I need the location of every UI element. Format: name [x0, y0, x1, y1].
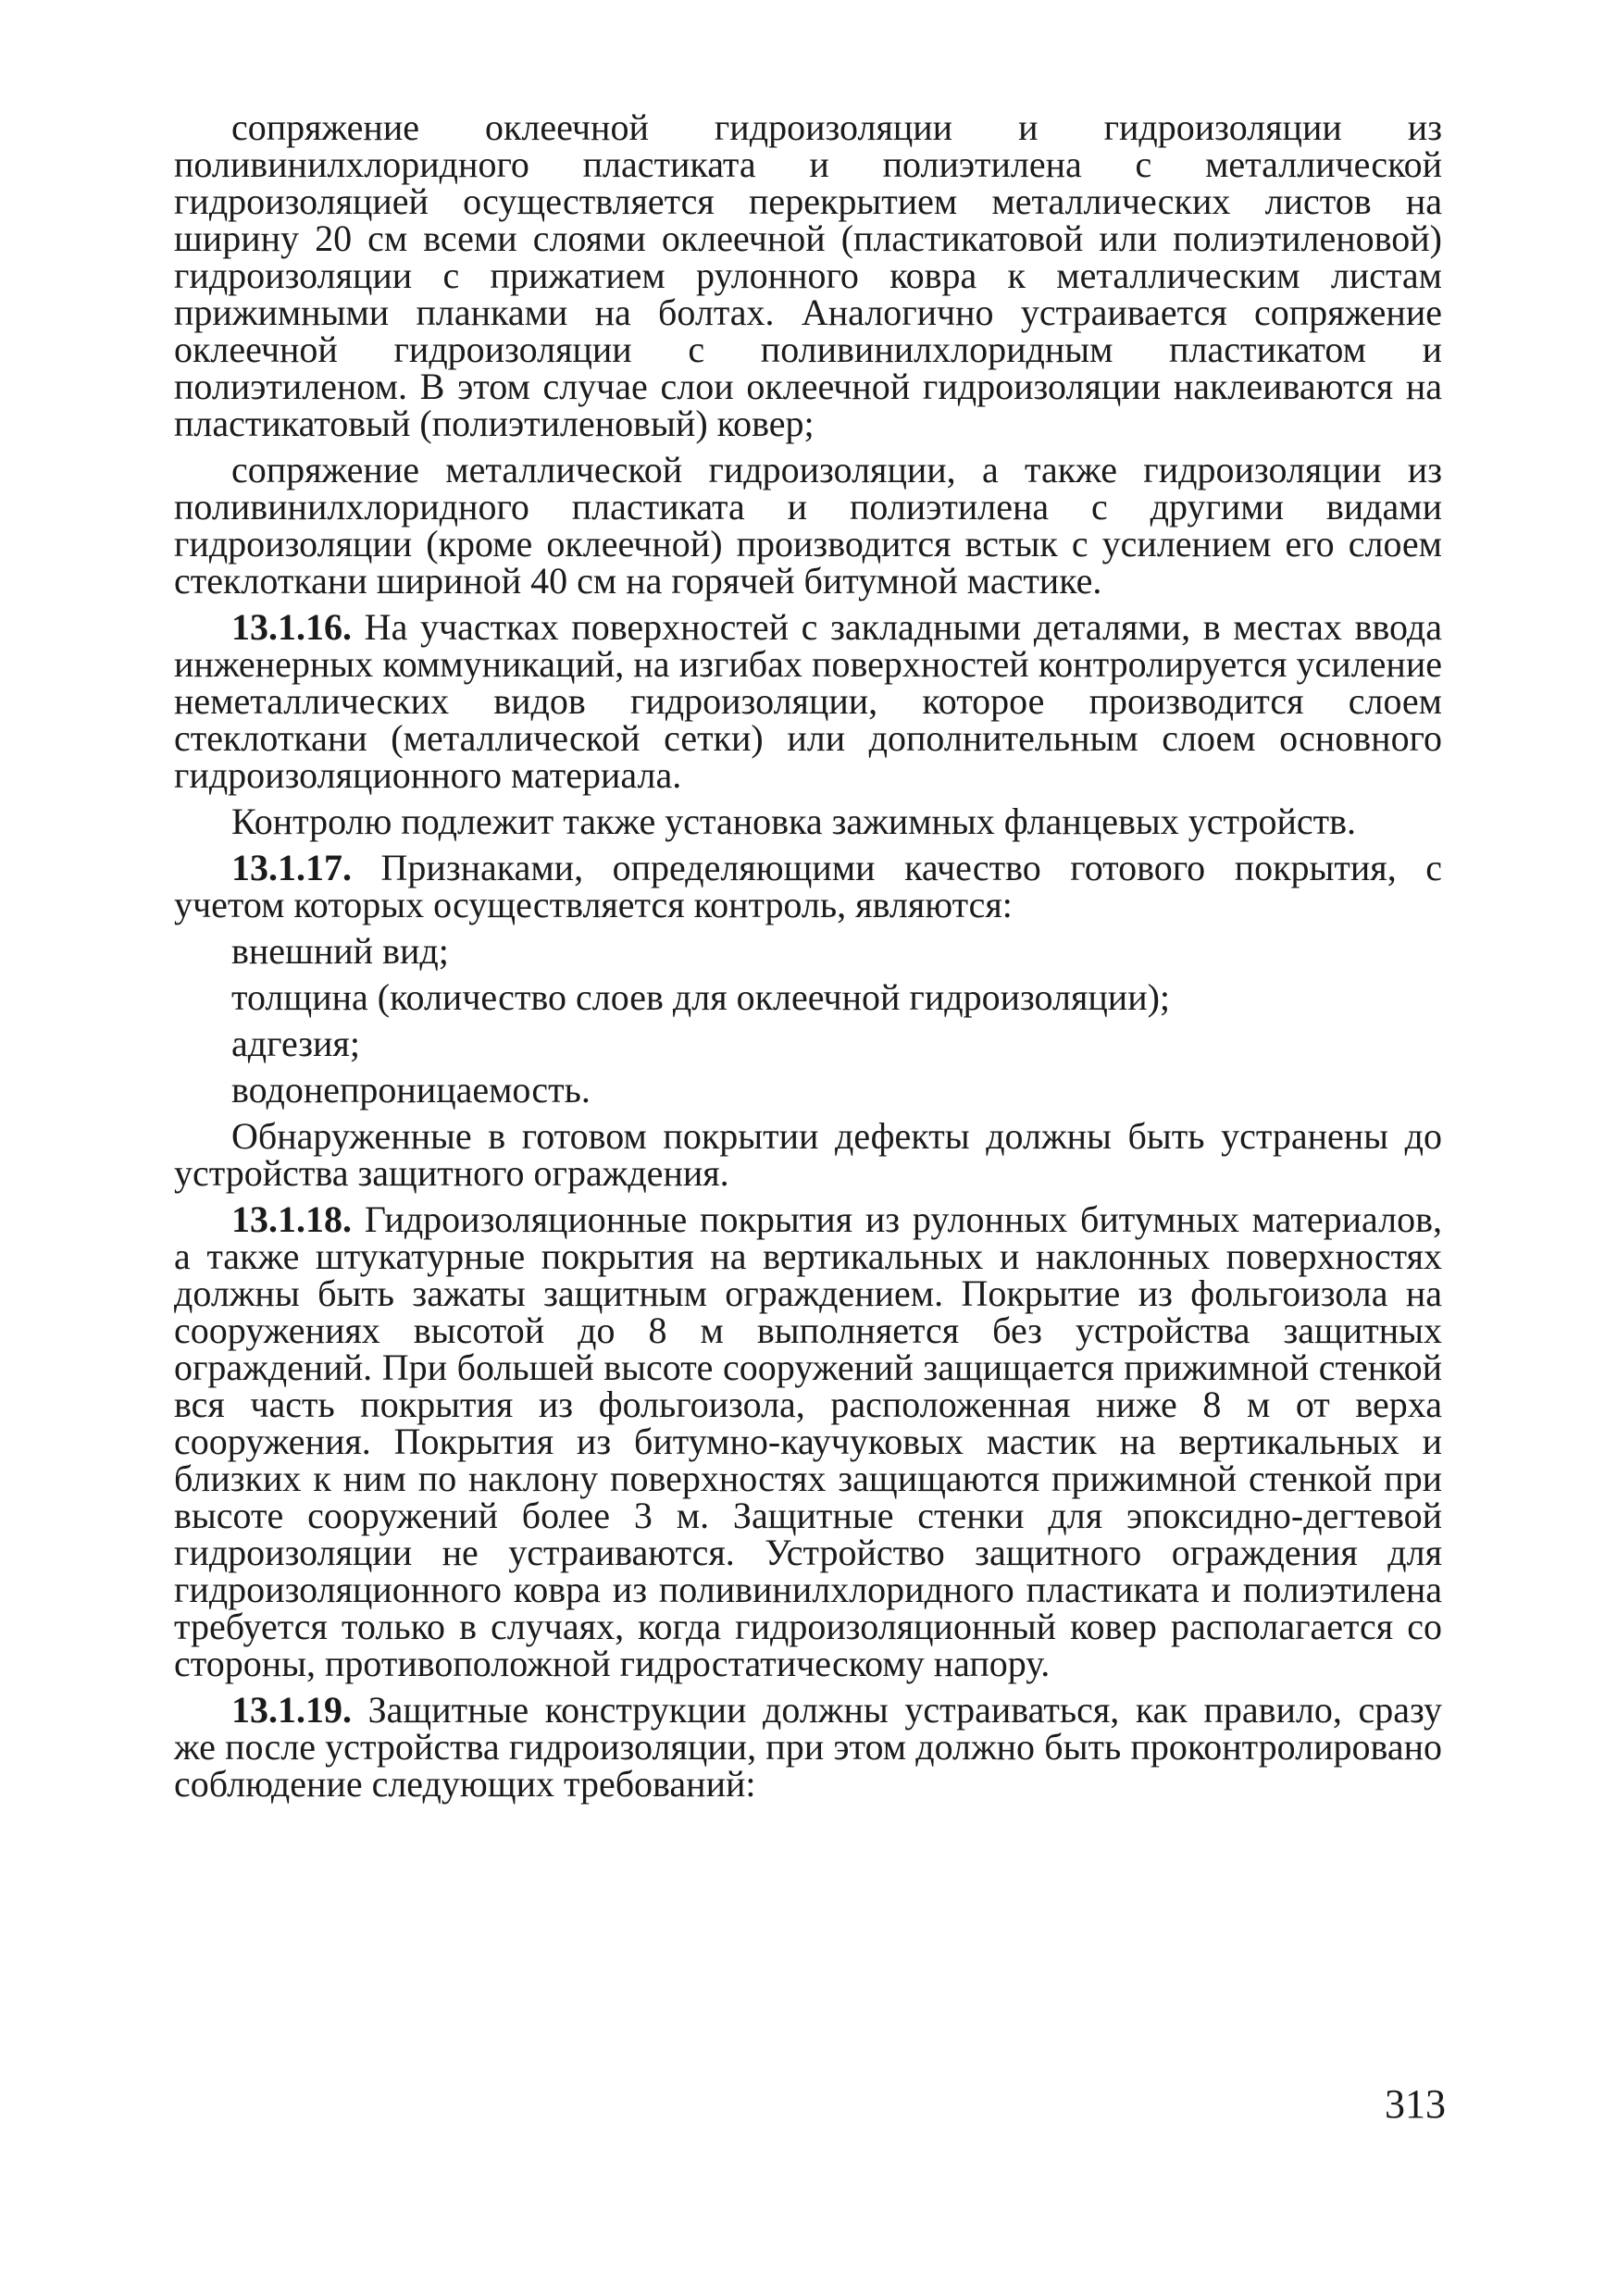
list-item: адгезия;	[231, 1023, 360, 1064]
section-text: На участках поверхностей с закладными деталями, в местах ввода инженерных коммуникаций, на изгибах поверхностей контролируется усиление неметаллических видов гидроизоляции, которое производится слоем стеклоткани (металлической сетки) или дополнительным слоем основного гидроизоляционного материала.	[174, 606, 1442, 796]
section-number: 13.1.17.	[231, 847, 352, 888]
section-number: 13.1.18.	[231, 1198, 352, 1240]
page-number: 313	[1385, 2081, 1446, 2127]
page-body	[174, 106, 1442, 1812]
paragraph-flange-control: Контролю подлежит также установка зажимных фланцевых устройств.	[231, 800, 1356, 842]
section-text: Признаками, определяющими качество готового покрытия, с учетом которых осуществляется контроль, являются:	[174, 847, 1442, 925]
section-13-1-18	[174, 1198, 1442, 1684]
section-number: 13.1.19.	[231, 1689, 352, 1731]
paragraph-defects: Обнаруженные в готовом покрытии дефекты должны быть устранены до устройства защитного ограждения.	[174, 1115, 1442, 1194]
list-item: внешний вид;	[231, 930, 449, 972]
section-text: Гидроизоляционные покрытия из рулонных битумных материалов, а также штукатурные покрытия на вертикальных и наклонных поверхностях должны быть зажаты защитным ограждением. Покрытие из фольгоизола на сооружениях высотой до 8 м выполняется без устройства защитных ограждений. При большей высоте сооружений защищается прижимной стенкой вся часть покрытия из фольгоизола, расположенная ниже 8 м от верха сооружения. Покрытия из битумно-каучуковых мастик на вертикальных и близких к ним по наклону поверхностях защищаются прижимной стенкой при высоте сооружений более 3 м. Защитные стенки для эпоксидно-дегтевой гидроизоляции не устраиваются. Устройство защитного ограждения для гидроизоляционного ковра из поливинилхлоридного пластиката и полиэтилена требуется только в случаях, когда гидроизоляционный ковер располагается со стороны, противоположной гидростатическому напору.	[174, 1198, 1442, 1684]
paragraph-joint-metal-other: сопряжение металлической гидроизоляции, а также гидроизоляции из поливинилхлоридного пластиката и полиэтилена с другими видами гидроизоляции (кроме оклеечной) производится встык с усилением его слоем стеклоткани шириной 40 см на горячей битумной мастике.	[174, 449, 1442, 602]
section-number: 13.1.16.	[231, 606, 352, 648]
section-13-1-16	[174, 606, 1442, 796]
paragraph-joint-pasted-metal: сопряжение оклеечной гидроизоляции и гидроизоляции из поливинилхлоридного пластиката и полиэтилена с металлической гидроизоляцией осуществляется перекрытием металлических листов на ширину 20 см всеми слоями оклеечной (пластикатовой или полиэтиленовой) гидроизоляции с прижатием рулонного ковра к металлическим листам прижимными планками на болтах. Аналогично устраивается сопряжение оклеечной гидроизоляции с поливинилхлоридным пластикатом и полиэтиленом. В этом случае слои оклеечной гидроизоляции наклеиваются на пластикатовый (полиэтиленовый) ковер;	[174, 106, 1442, 444]
section-13-1-19	[174, 1689, 1442, 1805]
section-text: Защитные конструкции должны устраиваться, как правило, сразу же после устройства гидроизоляции, при этом должно быть проконтролировано соблюдение следующих требований:	[174, 1689, 1442, 1805]
list-item: водонепроницаемость.	[231, 1069, 591, 1111]
list-item: толщина (количество слоев для оклеечной гидроизоляции);	[231, 976, 1171, 1018]
section-13-1-17	[174, 847, 1442, 925]
